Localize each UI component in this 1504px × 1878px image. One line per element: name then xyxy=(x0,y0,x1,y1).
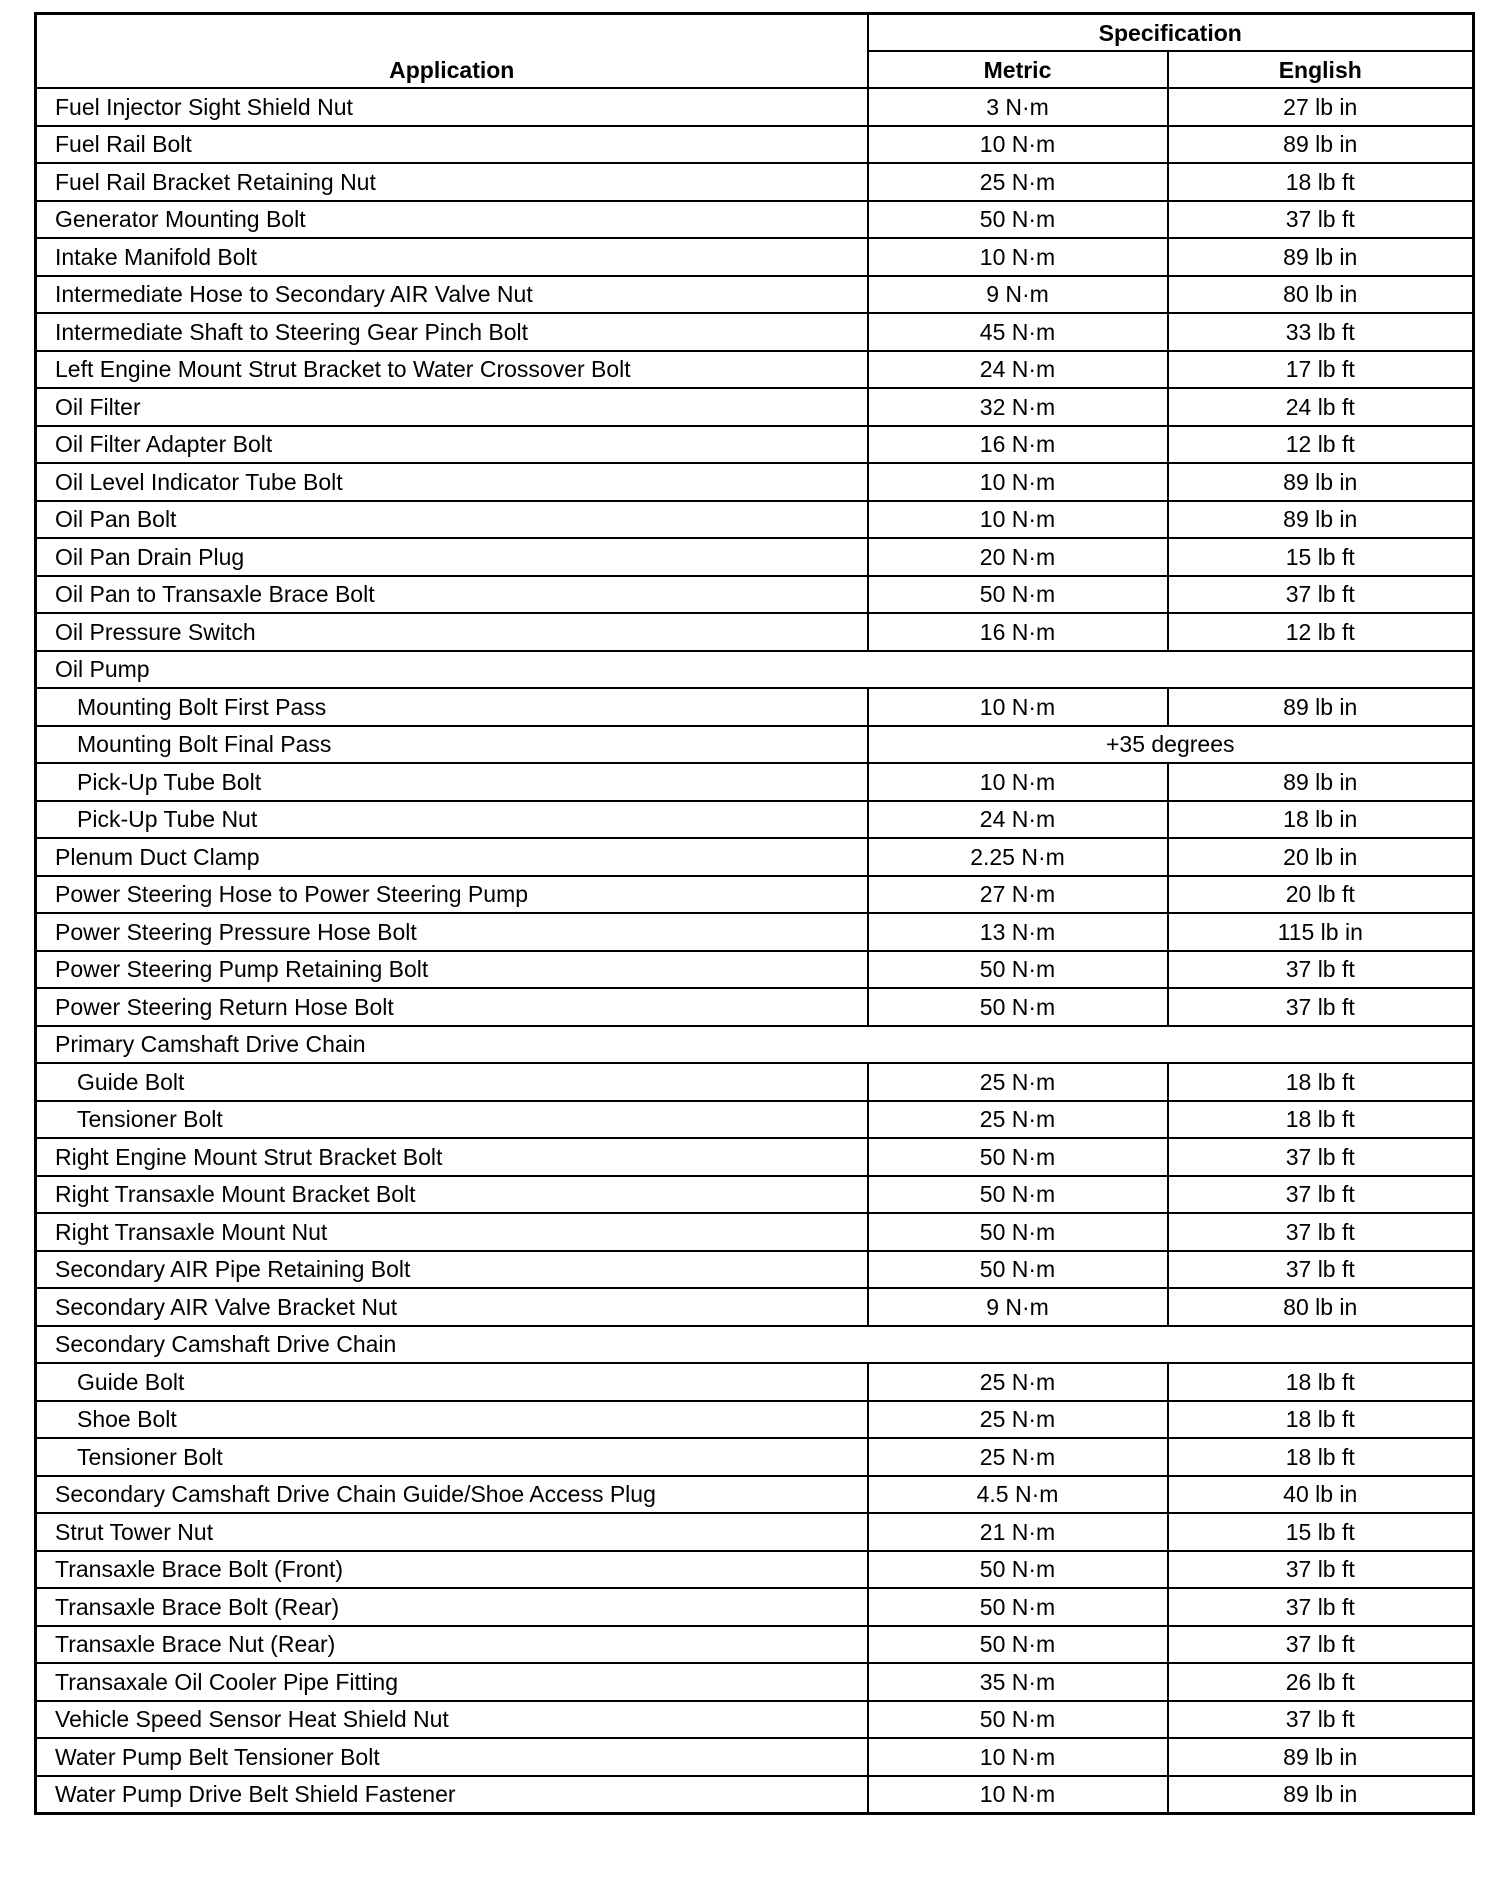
english-cell: 15 lb ft xyxy=(1168,1513,1474,1551)
metric-cell: 25 N·m xyxy=(868,1363,1168,1401)
english-cell: 37 lb ft xyxy=(1168,1701,1474,1739)
metric-cell: 50 N·m xyxy=(868,1251,1168,1289)
table-row xyxy=(36,576,1474,614)
metric-cell: 25 N·m xyxy=(868,1401,1168,1439)
table-row xyxy=(36,1176,1474,1214)
english-cell: 89 lb in xyxy=(1168,1776,1474,1814)
english-cell: 37 lb ft xyxy=(1168,201,1474,239)
metric-cell: 16 N·m xyxy=(868,426,1168,464)
metric-header: Metric xyxy=(868,51,1168,88)
metric-cell: 32 N·m xyxy=(868,388,1168,426)
application-cell: Shoe Bolt xyxy=(36,1401,868,1439)
metric-cell: 10 N·m xyxy=(868,501,1168,539)
application-cell: Transaxle Brace Bolt (Front) xyxy=(36,1551,868,1589)
metric-cell: 25 N·m xyxy=(868,1438,1168,1476)
table-header xyxy=(36,14,1474,89)
english-cell: 18 lb ft xyxy=(1168,1063,1474,1101)
table-row xyxy=(36,1513,1474,1551)
table-row xyxy=(36,1401,1474,1439)
table-row xyxy=(36,1101,1474,1139)
metric-cell: 21 N·m xyxy=(868,1513,1168,1551)
table-row xyxy=(36,276,1474,314)
group-row xyxy=(36,651,1474,689)
table-row xyxy=(36,351,1474,389)
application-cell: Right Engine Mount Strut Bracket Bolt xyxy=(36,1138,868,1176)
table-row xyxy=(36,726,1474,764)
application-cell: Tensioner Bolt xyxy=(36,1438,868,1476)
metric-cell: 10 N·m xyxy=(868,1738,1168,1776)
english-cell: 17 lb ft xyxy=(1168,351,1474,389)
application-cell: Tensioner Bolt xyxy=(36,1101,868,1139)
english-cell: 89 lb in xyxy=(1168,688,1474,726)
metric-cell: 25 N·m xyxy=(868,1101,1168,1139)
english-cell: 89 lb in xyxy=(1168,126,1474,164)
table-row xyxy=(36,163,1474,201)
metric-cell: 10 N·m xyxy=(868,763,1168,801)
english-cell: 24 lb ft xyxy=(1168,388,1474,426)
english-cell: 12 lb ft xyxy=(1168,613,1474,651)
table-row xyxy=(36,1438,1474,1476)
table-row xyxy=(36,1626,1474,1664)
table-row xyxy=(36,313,1474,351)
english-cell: 80 lb in xyxy=(1168,276,1474,314)
english-cell: 89 lb in xyxy=(1168,238,1474,276)
table-row xyxy=(36,1251,1474,1289)
metric-cell: 4.5 N·m xyxy=(868,1476,1168,1514)
application-cell: Intake Manifold Bolt xyxy=(36,238,868,276)
metric-cell: 50 N·m xyxy=(868,1138,1168,1176)
application-cell: Oil Pressure Switch xyxy=(36,613,868,651)
table-row xyxy=(36,1663,1474,1701)
metric-cell: 3 N·m xyxy=(868,88,1168,126)
application-cell: Water Pump Drive Belt Shield Fastener xyxy=(36,1776,868,1814)
table-row xyxy=(36,1476,1474,1514)
metric-cell: 24 N·m xyxy=(868,351,1168,389)
english-cell: 37 lb ft xyxy=(1168,1176,1474,1214)
metric-cell: 50 N·m xyxy=(868,1213,1168,1251)
english-cell: 37 lb ft xyxy=(1168,1551,1474,1589)
application-cell: Oil Pan to Transaxle Brace Bolt xyxy=(36,576,868,614)
metric-cell: 25 N·m xyxy=(868,163,1168,201)
metric-cell: 27 N·m xyxy=(868,876,1168,914)
application-cell: Oil Pan Drain Plug xyxy=(36,538,868,576)
application-header: Application xyxy=(36,14,868,89)
english-header: English xyxy=(1168,51,1474,88)
header-row-top xyxy=(36,14,1474,52)
english-cell: 89 lb in xyxy=(1168,763,1474,801)
english-cell: 37 lb ft xyxy=(1168,988,1474,1026)
english-cell: 18 lb ft xyxy=(1168,1438,1474,1476)
english-cell: 15 lb ft xyxy=(1168,538,1474,576)
english-cell: 37 lb ft xyxy=(1168,1251,1474,1289)
english-cell: 89 lb in xyxy=(1168,463,1474,501)
application-cell: Power Steering Pressure Hose Bolt xyxy=(36,913,868,951)
application-cell: Oil Pan Bolt xyxy=(36,501,868,539)
metric-cell: 24 N·m xyxy=(868,801,1168,839)
specification-header: Specification xyxy=(868,14,1474,52)
table-row xyxy=(36,1288,1474,1326)
metric-cell: 50 N·m xyxy=(868,576,1168,614)
table-row xyxy=(36,1138,1474,1176)
table-row xyxy=(36,538,1474,576)
english-cell: 115 lb in xyxy=(1168,913,1474,951)
english-cell: 80 lb in xyxy=(1168,1288,1474,1326)
group-row xyxy=(36,1026,1474,1064)
english-cell: 37 lb ft xyxy=(1168,951,1474,989)
english-cell: 12 lb ft xyxy=(1168,426,1474,464)
table-row xyxy=(36,1063,1474,1101)
application-cell: Power Steering Hose to Power Steering Pump xyxy=(36,876,868,914)
application-cell: Mounting Bolt Final Pass xyxy=(36,726,868,764)
table-row xyxy=(36,463,1474,501)
metric-cell: 50 N·m xyxy=(868,1588,1168,1626)
english-cell: 89 lb in xyxy=(1168,501,1474,539)
metric-cell: 10 N·m xyxy=(868,238,1168,276)
metric-cell: 50 N·m xyxy=(868,201,1168,239)
application-cell: Vehicle Speed Sensor Heat Shield Nut xyxy=(36,1701,868,1739)
application-cell: Generator Mounting Bolt xyxy=(36,201,868,239)
table-row xyxy=(36,838,1474,876)
metric-cell: 10 N·m xyxy=(868,688,1168,726)
english-cell: 26 lb ft xyxy=(1168,1663,1474,1701)
metric-cell: 45 N·m xyxy=(868,313,1168,351)
english-cell: 18 lb in xyxy=(1168,801,1474,839)
application-cell: Fuel Rail Bracket Retaining Nut xyxy=(36,163,868,201)
english-cell: 37 lb ft xyxy=(1168,1626,1474,1664)
metric-cell: 2.25 N·m xyxy=(868,838,1168,876)
application-cell: Guide Bolt xyxy=(36,1063,868,1101)
metric-cell: 13 N·m xyxy=(868,913,1168,951)
application-cell: Oil Level Indicator Tube Bolt xyxy=(36,463,868,501)
table-row xyxy=(36,1701,1474,1739)
english-cell: 37 lb ft xyxy=(1168,1588,1474,1626)
metric-cell: 9 N·m xyxy=(868,1288,1168,1326)
application-cell: Transaxle Brace Bolt (Rear) xyxy=(36,1588,868,1626)
application-cell: Strut Tower Nut xyxy=(36,1513,868,1551)
english-cell: 18 lb ft xyxy=(1168,163,1474,201)
group-row xyxy=(36,1326,1474,1364)
application-cell: Secondary AIR Pipe Retaining Bolt xyxy=(36,1251,868,1289)
table-row xyxy=(36,763,1474,801)
application-cell: Intermediate Hose to Secondary AIR Valve Nut xyxy=(36,276,868,314)
application-cell: Power Steering Pump Retaining Bolt xyxy=(36,951,868,989)
application-cell: Pick-Up Tube Bolt xyxy=(36,763,868,801)
table-row xyxy=(36,426,1474,464)
table-row xyxy=(36,1363,1474,1401)
table-row xyxy=(36,1588,1474,1626)
metric-cell: 50 N·m xyxy=(868,988,1168,1026)
english-cell: 37 lb ft xyxy=(1168,1213,1474,1251)
metric-cell: 25 N·m xyxy=(868,1063,1168,1101)
application-cell: Right Transaxle Mount Nut xyxy=(36,1213,868,1251)
english-cell: 40 lb in xyxy=(1168,1476,1474,1514)
application-cell: Fuel Injector Sight Shield Nut xyxy=(36,88,868,126)
metric-cell: 10 N·m xyxy=(868,1776,1168,1814)
application-cell: Secondary Camshaft Drive Chain Guide/Shoe Access Plug xyxy=(36,1476,868,1514)
application-cell: Left Engine Mount Strut Bracket to Water Crossover Bolt xyxy=(36,351,868,389)
table-row xyxy=(36,1551,1474,1589)
application-cell: Primary Camshaft Drive Chain xyxy=(36,1026,1474,1064)
metric-cell: 35 N·m xyxy=(868,1663,1168,1701)
application-cell: Guide Bolt xyxy=(36,1363,868,1401)
english-cell: 20 lb in xyxy=(1168,838,1474,876)
application-cell: Secondary AIR Valve Bracket Nut xyxy=(36,1288,868,1326)
table-row xyxy=(36,876,1474,914)
torque-spec-table xyxy=(34,12,1475,1815)
english-cell: 18 lb ft xyxy=(1168,1101,1474,1139)
table-row xyxy=(36,501,1474,539)
metric-cell: 16 N·m xyxy=(868,613,1168,651)
english-cell: 89 lb in xyxy=(1168,1738,1474,1776)
table-row xyxy=(36,126,1474,164)
table-row xyxy=(36,988,1474,1026)
english-cell: 18 lb ft xyxy=(1168,1363,1474,1401)
english-cell: 33 lb ft xyxy=(1168,313,1474,351)
metric-cell: 50 N·m xyxy=(868,1701,1168,1739)
table-row xyxy=(36,201,1474,239)
table-row xyxy=(36,388,1474,426)
metric-cell: 50 N·m xyxy=(868,951,1168,989)
application-cell: Mounting Bolt First Pass xyxy=(36,688,868,726)
metric-cell: 20 N·m xyxy=(868,538,1168,576)
metric-cell: 10 N·m xyxy=(868,126,1168,164)
application-cell: Pick-Up Tube Nut xyxy=(36,801,868,839)
metric-cell: 50 N·m xyxy=(868,1551,1168,1589)
application-cell: Secondary Camshaft Drive Chain xyxy=(36,1326,1474,1364)
application-cell: Fuel Rail Bolt xyxy=(36,126,868,164)
application-cell: Intermediate Shaft to Steering Gear Pinch Bolt xyxy=(36,313,868,351)
table-row xyxy=(36,688,1474,726)
table-row xyxy=(36,238,1474,276)
metric-cell: 50 N·m xyxy=(868,1176,1168,1214)
spec-span-cell: +35 degrees xyxy=(868,726,1474,764)
table-row xyxy=(36,951,1474,989)
table-row xyxy=(36,1776,1474,1814)
english-cell: 37 lb ft xyxy=(1168,1138,1474,1176)
table-body xyxy=(36,88,1474,1814)
metric-cell: 9 N·m xyxy=(868,276,1168,314)
metric-cell: 50 N·m xyxy=(868,1626,1168,1664)
application-cell: Oil Pump xyxy=(36,651,1474,689)
table-row xyxy=(36,1213,1474,1251)
table-row xyxy=(36,88,1474,126)
application-cell: Right Transaxle Mount Bracket Bolt xyxy=(36,1176,868,1214)
application-cell: Oil Filter Adapter Bolt xyxy=(36,426,868,464)
english-cell: 20 lb ft xyxy=(1168,876,1474,914)
english-cell: 27 lb in xyxy=(1168,88,1474,126)
table-row xyxy=(36,613,1474,651)
table-row xyxy=(36,1738,1474,1776)
application-cell: Oil Filter xyxy=(36,388,868,426)
application-cell: Transaxle Brace Nut (Rear) xyxy=(36,1626,868,1664)
table-row xyxy=(36,913,1474,951)
english-cell: 37 lb ft xyxy=(1168,576,1474,614)
metric-cell: 10 N·m xyxy=(868,463,1168,501)
application-cell: Plenum Duct Clamp xyxy=(36,838,868,876)
application-cell: Transaxale Oil Cooler Pipe Fitting xyxy=(36,1663,868,1701)
table-row xyxy=(36,801,1474,839)
application-cell: Water Pump Belt Tensioner Bolt xyxy=(36,1738,868,1776)
application-cell: Power Steering Return Hose Bolt xyxy=(36,988,868,1026)
english-cell: 18 lb ft xyxy=(1168,1401,1474,1439)
